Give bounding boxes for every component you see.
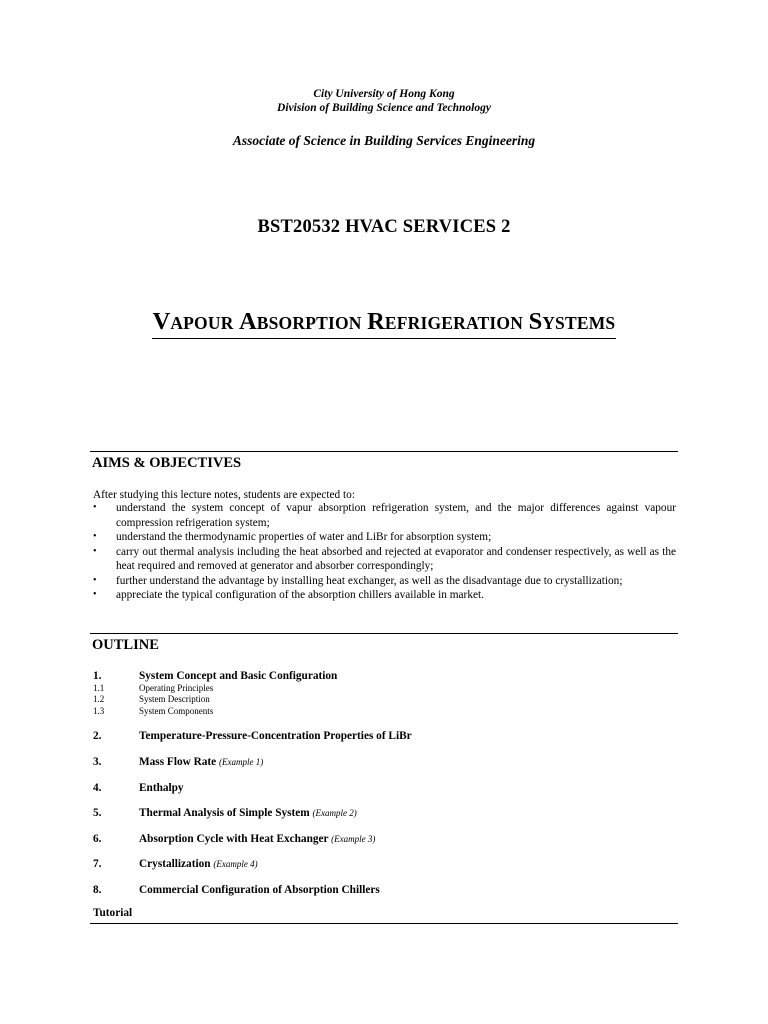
bullet-icon: • <box>93 531 97 542</box>
title-word-refrigeration: EFRIGERATION <box>384 313 524 333</box>
outline-item-number: 7. <box>93 858 102 870</box>
outline-item-title: Commercial Configuration of Absorption Chillers <box>139 884 380 896</box>
document-title-underlined <box>152 308 617 339</box>
university-name: City University of Hong Kong <box>313 88 455 100</box>
course-code-title: BST20532 HVAC SERVICES 2 <box>257 217 511 237</box>
title-cap-v: V <box>152 308 171 335</box>
divider-middle <box>90 633 678 634</box>
division-name: Division of Building Science and Technology <box>277 102 491 114</box>
divider-bottom <box>90 923 678 924</box>
outline-item-title: Thermal Analysis of Simple System (Example 2) <box>139 807 357 819</box>
document-title <box>0 307 768 339</box>
title-cap-a: A <box>239 308 257 335</box>
outline-item-number: 2. <box>93 730 102 742</box>
outline-item-title: Crystallization (Example 4) <box>139 858 258 870</box>
example-ref: (Example 4) <box>213 859 258 869</box>
outline-item-title: Temperature-Pressure-Concentration Properties of LiBr <box>139 730 412 742</box>
divider-top <box>90 451 678 452</box>
outline-item-number: 4. <box>93 782 102 794</box>
outline-item-title: Mass Flow Rate (Example 1) <box>139 756 264 768</box>
aims-heading: AIMS & OBJECTIVES <box>92 455 242 471</box>
title-cap-r: R <box>367 308 385 335</box>
outline-heading: OUTLINE <box>92 637 159 653</box>
aims-item: • further understand the advantage by installing heat exchanger, as well as the disadvantage due to crystallization; <box>93 574 623 587</box>
bullet-icon: • <box>93 589 97 600</box>
bullet-icon: • <box>93 574 97 586</box>
example-ref: (Example 2) <box>312 808 357 818</box>
aims-list <box>93 501 676 603</box>
outline-item-number: 8. <box>93 884 102 896</box>
program-name: Associate of Science in Building Services Engineering <box>232 133 536 148</box>
aims-item: • understand the thermodynamic properties of water and LiBr for absorption system; <box>93 531 492 543</box>
example-ref: (Example 1) <box>219 757 264 767</box>
title-word-systems: YSTEMS <box>542 313 616 333</box>
outline-item-title: Enthalpy <box>139 782 184 794</box>
outline-item-number: 6. <box>93 833 102 845</box>
title-cap-s: S <box>528 308 543 335</box>
title-word-vapour: APOUR <box>170 313 234 333</box>
outline-item-title: Absorption Cycle with Heat Exchanger (Example 3) <box>139 833 376 845</box>
outline-item-title: System Concept and Basic Configuration <box>139 670 338 682</box>
aims-item: • understand the system concept of vapur absorption refrigeration system, and the major differences against vapour compression refrigeration system; <box>93 502 676 529</box>
outline-item-number: 5. <box>93 807 102 819</box>
aims-item: • carry out thermal analysis including the heat absorbed and rejected at evaporator and condenser respectively, as well as the heat required and removed at generator and absorber correspondingly; <box>93 545 676 572</box>
bullet-icon: • <box>93 545 97 557</box>
outline-item-number: 3. <box>93 756 102 768</box>
example-ref: (Example 3) <box>331 834 376 844</box>
title-word-absorption: BSORPTION <box>256 313 362 333</box>
bullet-icon: • <box>93 502 97 513</box>
tutorial-label: Tutorial <box>93 907 133 919</box>
aims-item: • appreciate the typical configuration of the absorption chillers available in market. <box>93 589 484 601</box>
outline-item-number: 1. <box>93 670 102 682</box>
aims-intro: After studying this lecture notes, students are expected to: <box>93 489 355 501</box>
